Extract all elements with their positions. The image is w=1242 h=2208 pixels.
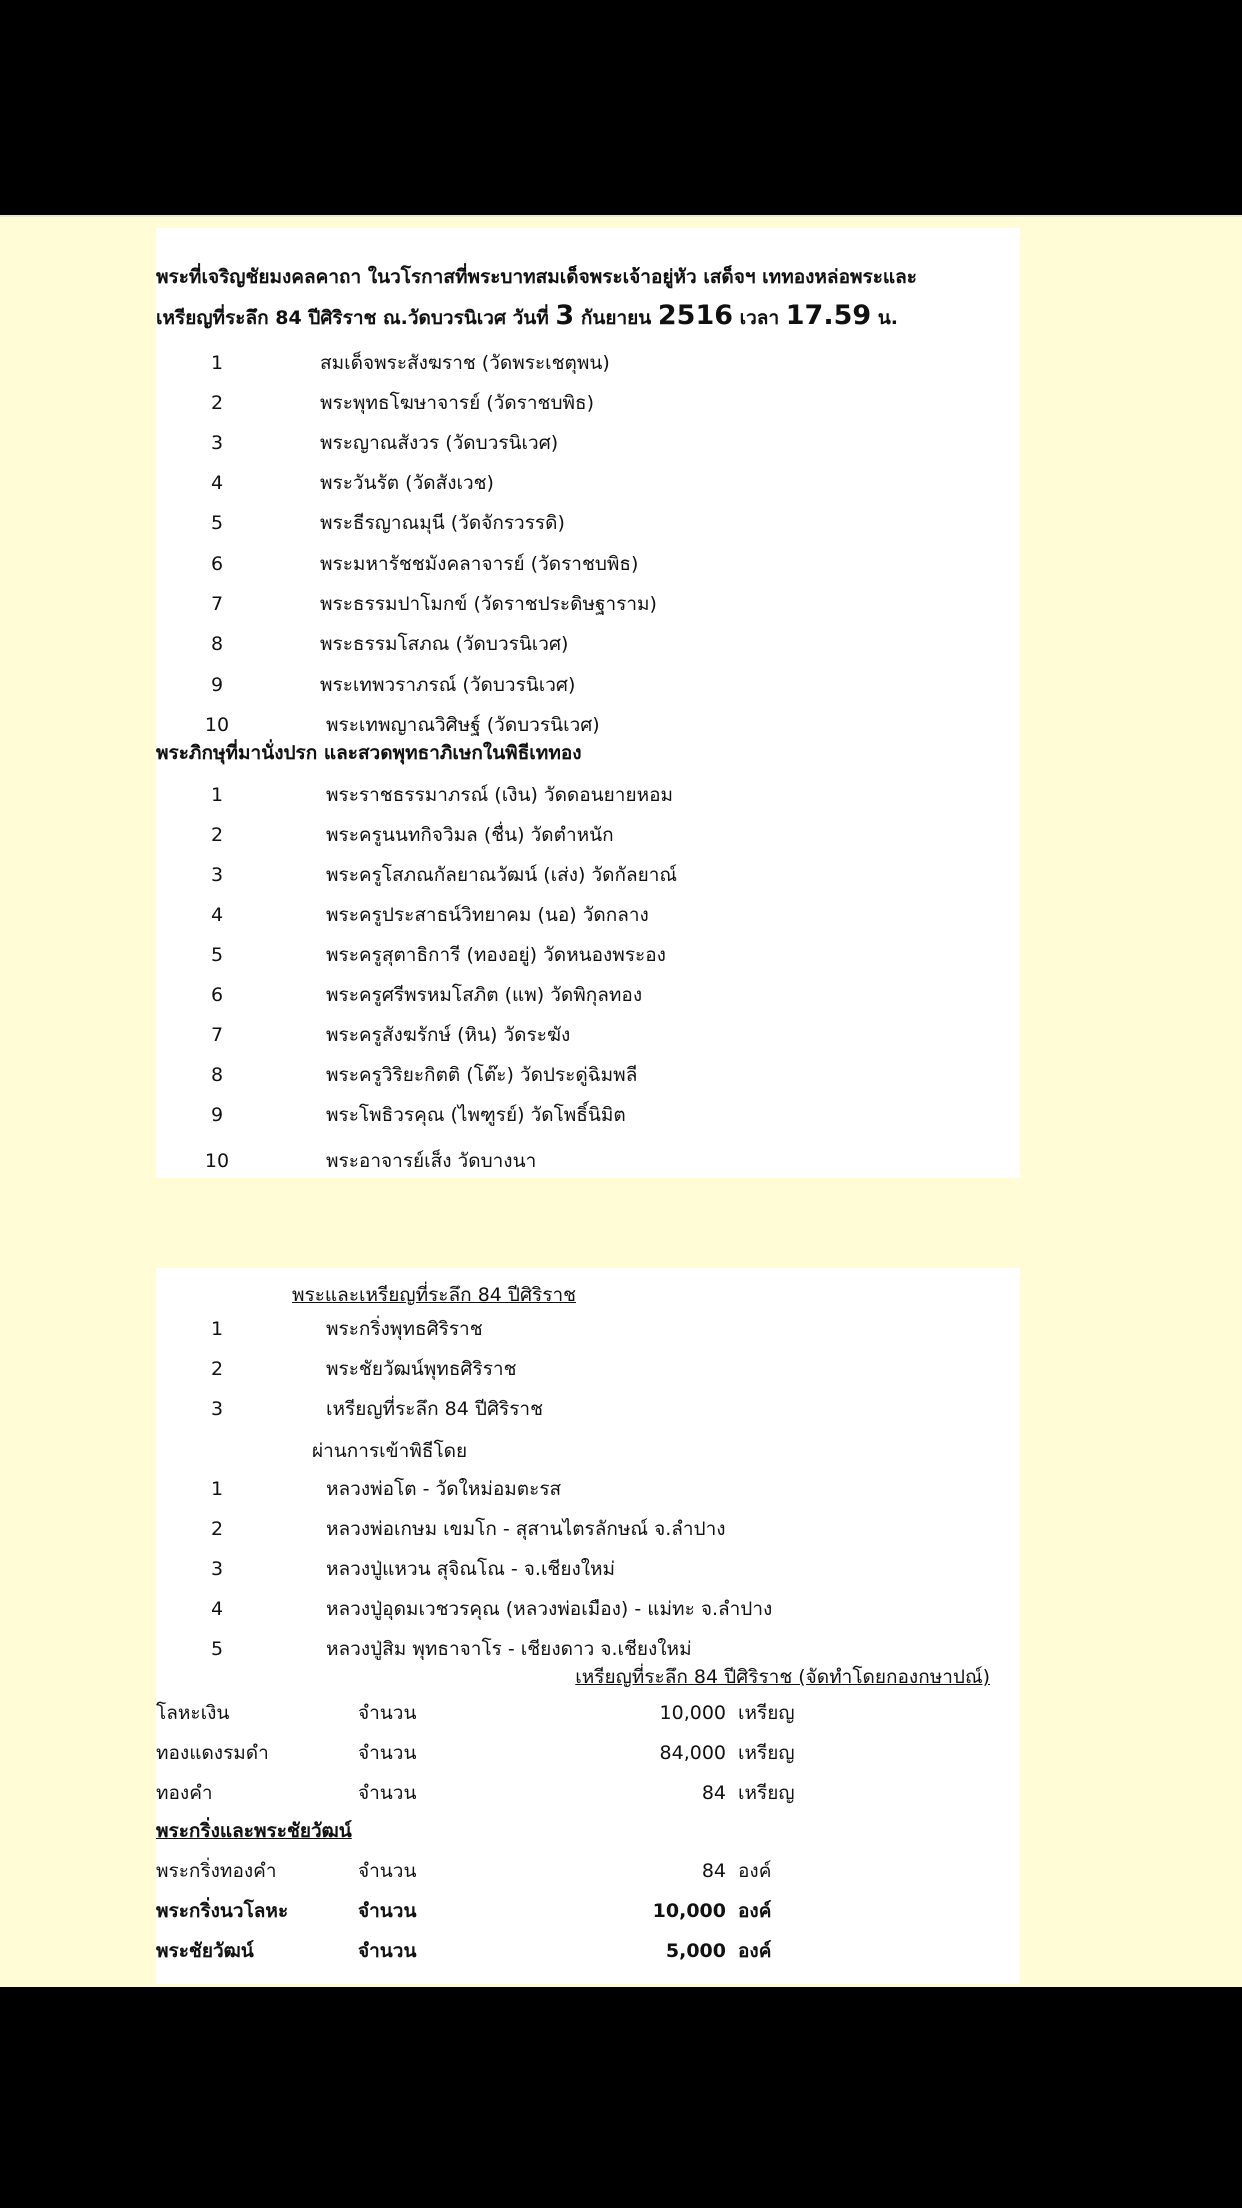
bottom-black-bar	[0, 1987, 1242, 2208]
meditation-monk-row: 10 พระอาจารย์เส็ง วัดบางนา	[204, 1150, 537, 1172]
meditation-monk-row: 5 พระครูสุตาธิการี (ทองอยู่) วัดหนองพระอง	[210, 944, 666, 966]
amulets-title: พระและเหรียญที่ระลึก 84 ปีศิริราช	[292, 1284, 577, 1306]
coins-title: เหรียญที่ระลึก 84 ปีศิริราช (จัดทำโดยกองกษาปณ์)	[575, 1666, 990, 1688]
meditation-monk-row: 9 พระโพธิวรคุณ (ไพฑูรย์) วัดโพธิ์นิมิต	[210, 1104, 626, 1126]
statue-row: พระชัยวัฒน์ จำนวน 5,000 องค์	[156, 1940, 772, 1962]
ceremony-monk-row: 4 หลวงปู่อุดมเวชวรคุณ (หลวงพ่อเมือง) - แม่ทะ จ.ลำปาง	[210, 1598, 773, 1620]
statue-row: พระกริ่งนวโลหะ จำนวน 10,000 องค์	[156, 1900, 772, 1922]
heading-line-1: พระที่เจริญชัยมงคลคาถา ในวโรกาสที่พระบาทสมเด็จพระเจ้าอยู่หัว เสด็จฯ เททองหล่อพระและ	[156, 266, 918, 288]
amulet-row: 1 พระกริ่งพุทธศิริราช	[210, 1318, 483, 1340]
ceremony-monk-row: 1 หลวงพ่อโต - วัดใหม่อมตะรส	[210, 1478, 562, 1500]
heading-line-2: เหรียญที่ระลึก 84 ปีศิริราช ณ.วัดบวรนิเวศ วันที่ 3 กันยายน 2516 เวลา 17.59 น.	[156, 300, 898, 331]
chanting-monk-row: 9 พระเทพวราภรณ์ (วัดบวรนิเวศ)	[210, 674, 576, 696]
document-page-1	[156, 228, 1020, 1178]
ceremony-monk-row: 3 หลวงปู่แหวน สุจิณโณ - จ.เชียงใหม่	[210, 1558, 616, 1580]
statue-row: พระกริ่งทองคำ จำนวน 84 องค์	[156, 1860, 772, 1882]
meditation-monk-row: 8 พระครูวิริยะกิตติ (โต๊ะ) วัดประดู่ฉิมพลี	[210, 1064, 638, 1086]
ceremony-monk-row: 2 หลวงพ่อเกษม เขมโก - สุสานไตรลักษณ์ จ.ลำปาง	[210, 1518, 726, 1540]
passed-ceremony-label: ผ่านการเข้าพิธีโดย	[312, 1440, 468, 1462]
top-black-bar	[0, 0, 1242, 215]
meditation-monk-row: 7 พระครูสังฆรักษ์ (หิน) วัดระฆัง	[210, 1024, 571, 1046]
amulet-row: 3 เหรียญที่ระลึก 84 ปีศิริราช	[210, 1398, 543, 1420]
meditation-monk-row: 3 พระครูโสภณกัลยาณวัฒน์ (เส่ง) วัดกัลยาณ์	[210, 864, 678, 886]
statues-title: พระกริ่งและพระชัยวัฒน์	[156, 1820, 352, 1842]
chanting-monk-row: 8 พระธรรมโสภณ (วัดบวรนิเวศ)	[210, 633, 569, 655]
meditation-monk-row: 6 พระครูศรีพรหมโสภิต (แพ) วัดพิกุลทอง	[210, 984, 643, 1006]
meditation-monk-row: 1 พระราชธรรมาภรณ์ (เงิน) วัดดอนยายหอม	[210, 784, 674, 806]
coin-row: โลหะเงิน จำนวน 10,000 เหรียญ	[156, 1702, 795, 1724]
chanting-monk-row: 6 พระมหารัชชมังคลาจารย์ (วัดราชบพิธ)	[210, 553, 639, 575]
coin-row: ทองคำ จำนวน 84 เหรียญ	[156, 1782, 795, 1804]
meditation-monk-row: 2 พระครูนนทกิจวิมล (ชื่น) วัดตำหนัก	[210, 824, 614, 846]
chanting-monk-row: 2 พระพุทธโฆษาจารย์ (วัดราชบพิธ)	[210, 392, 595, 414]
chanting-monk-row: 1 สมเด็จพระสังฆราช (วัดพระเชตุพน)	[210, 352, 610, 374]
ceremony-monk-row: 5 หลวงปู่สิม พุทธาจาโร - เชียงดาว จ.เชียงใหม่	[210, 1638, 692, 1660]
chanting-monk-row: 5 พระธีรญาณมุนี (วัดจักรวรรดิ)	[210, 512, 565, 534]
document-page-2	[156, 1268, 1020, 1984]
meditation-monk-row: 4 พระครูประสาธน์วิทยาคม (นอ) วัดกลาง	[210, 904, 649, 926]
meditation-heading: พระภิกษุที่มานั่งปรก และสวดพุทธาภิเษกในพิธีเททอง	[156, 742, 582, 764]
chanting-monk-row: 7 พระธรรมปาโมกข์ (วัดราชประดิษฐาราม)	[210, 593, 657, 615]
chanting-monk-row: 4 พระวันรัต (วัดสังเวช)	[210, 472, 494, 494]
amulet-row: 2 พระชัยวัฒน์พุทธศิริราช	[210, 1358, 517, 1380]
coin-row: ทองแดงรมดำ จำนวน 84,000 เหรียญ	[156, 1742, 795, 1764]
chanting-monk-row: 10 พระเทพญาณวิศิษฐ์ (วัดบวรนิเวศ)	[204, 714, 600, 736]
chanting-monk-row: 3 พระญาณสังวร (วัดบวรนิเวศ)	[210, 432, 559, 454]
